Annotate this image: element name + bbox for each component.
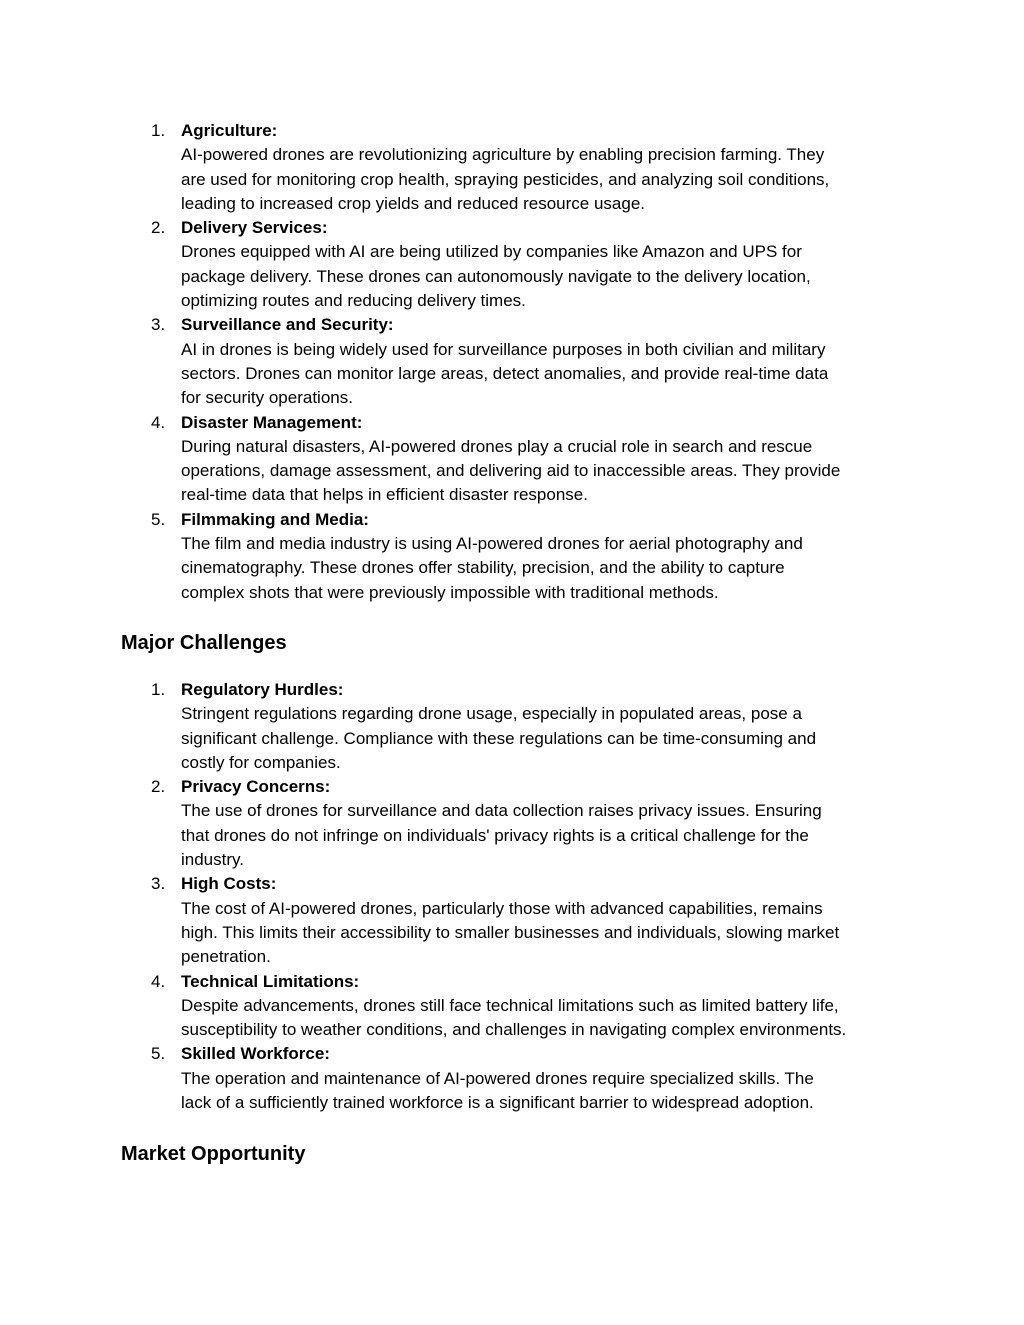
list-item-number: 5.	[151, 1044, 166, 1064]
applications-list	[148, 119, 918, 605]
list-item	[148, 678, 918, 775]
list-item-text-line: penetration.	[181, 947, 271, 967]
list-item-text-line: Despite advancements, drones still face technical limitations such as limited battery life,	[181, 995, 839, 1015]
list-item-text-line: During natural disasters, AI-powered drones play a crucial role in search and rescue	[181, 436, 813, 456]
list-item-text-line: significant challenge. Compliance with these regulations can be time-consuming and	[181, 728, 817, 748]
list-item-title: Agriculture:	[181, 121, 278, 140]
list-item-text-line: high. This limits their accessibility to smaller businesses and individuals, slowing market	[181, 922, 840, 942]
list-item-text-line: leading to increased crop yields and reduced resource usage.	[181, 193, 646, 213]
list-item-text-line: AI-powered drones are revolutionizing agriculture by enabling precision farming. They	[181, 145, 825, 165]
list-item-text-line: optimizing routes and reducing delivery times.	[181, 291, 526, 311]
list-item-text-line: AI in drones is being widely used for surveillance purposes in both civilian and military	[181, 339, 826, 359]
list-item-title: Surveillance and Security:	[181, 315, 394, 335]
list-item-number: 1.	[151, 121, 166, 140]
list-item	[148, 411, 918, 508]
list-item-text-line: Stringent regulations regarding drone usage, especially in populated areas, pose a	[181, 704, 802, 724]
list-item-text-line: Drones equipped with AI are being utilized by companies like Amazon and UPS for	[181, 242, 802, 262]
list-item-number: 2.	[151, 218, 166, 238]
list-item	[148, 313, 918, 410]
list-item-text-line: are used for monitoring crop health, spraying pesticides, and analyzing soil conditions,	[181, 169, 830, 189]
list-item-text-line: The cost of AI-powered drones, particularly those with advanced capabilities, remains	[181, 898, 823, 918]
list-item-title: High Costs:	[181, 874, 277, 894]
major-challenges-heading: Major Challenges	[121, 632, 287, 654]
list-item-text-line: complex shots that were previously impossible with traditional methods.	[181, 582, 719, 602]
challenges-list	[148, 678, 918, 1115]
list-item-number: 4.	[151, 412, 166, 432]
list-item-text-line: for security operations.	[181, 388, 353, 408]
list-item-number: 4.	[151, 971, 166, 991]
list-item	[148, 508, 918, 605]
list-item-title: Technical Limitations:	[181, 971, 360, 991]
list-item-text-line: operations, damage assessment, and delivering aid to inaccessible areas. They provide	[181, 461, 841, 481]
list-item	[148, 970, 918, 1043]
list-item-text-line: susceptibility to weather conditions, and challenges in navigating complex environments.	[181, 1020, 847, 1040]
list-item-title: Privacy Concerns:	[181, 777, 331, 797]
list-item-number: 3.	[151, 874, 166, 894]
list-item-title: Disaster Management:	[181, 412, 363, 432]
list-item	[148, 872, 918, 969]
list-item	[148, 216, 918, 313]
list-item-text-line: industry.	[181, 850, 244, 870]
list-item-text-line: sectors. Drones can monitor large areas, detect anomalies, and provide real-time data	[181, 363, 829, 383]
list-item-number: 3.	[151, 315, 166, 335]
list-item-text-line: package delivery. These drones can autonomously navigate to the delivery location,	[181, 266, 811, 286]
market-opportunity-heading: Market Opportunity	[121, 1143, 306, 1165]
list-item-title: Filmmaking and Media:	[181, 509, 369, 529]
list-item-number: 1.	[151, 680, 166, 699]
list-item-text-line: real-time data that helps in efficient disaster response.	[181, 485, 588, 505]
list-item	[148, 1042, 918, 1115]
list-item-text-line: The operation and maintenance of AI-powered drones require specialized skills. The	[181, 1068, 814, 1088]
list-item-text-line: lack of a sufficiently trained workforce is a significant barrier to widespread adoption.	[181, 1093, 814, 1113]
list-item-number: 5.	[151, 509, 166, 529]
list-item	[148, 775, 918, 872]
list-item-number: 2.	[151, 777, 166, 797]
list-item-title: Delivery Services:	[181, 218, 328, 238]
list-item-text-line: The film and media industry is using AI-powered drones for aerial photography and	[181, 534, 803, 554]
list-item-text-line: cinematography. These drones offer stability, precision, and the ability to capture	[181, 558, 785, 578]
list-item-text-line: The use of drones for surveillance and data collection raises privacy issues. Ensuring	[181, 801, 822, 821]
list-item	[148, 119, 918, 216]
list-item-title: Regulatory Hurdles:	[181, 680, 344, 699]
list-item-text-line: that drones do not infringe on individuals' privacy rights is a critical challenge for the	[181, 825, 809, 845]
list-item-title: Skilled Workforce:	[181, 1044, 330, 1064]
list-item-text-line: costly for companies.	[181, 752, 341, 772]
